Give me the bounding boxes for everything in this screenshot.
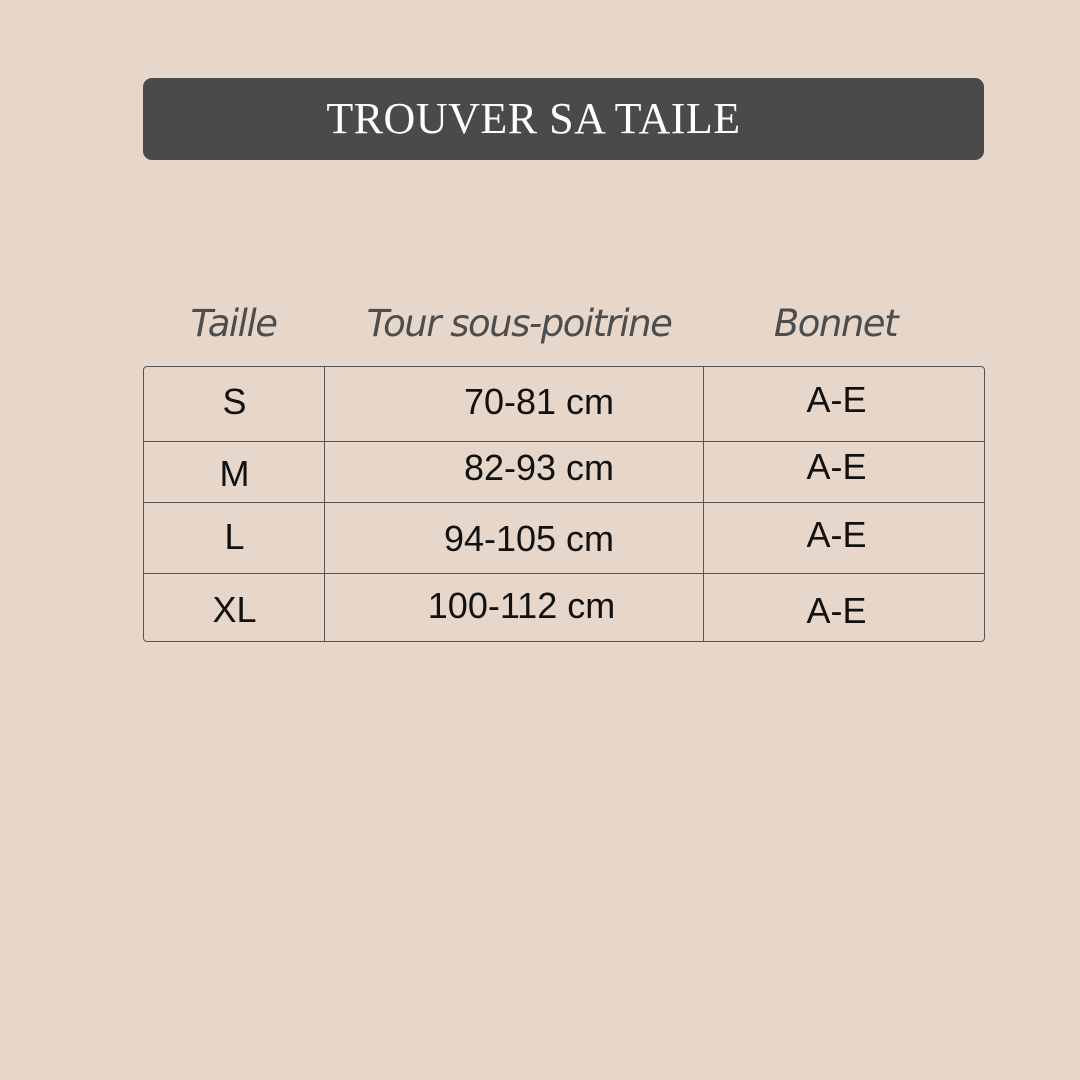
table-cell-size: S (222, 381, 247, 422)
column-header-tour-sous-poitrine: Tour sous-poitrine (366, 302, 672, 345)
column-divider (703, 367, 704, 641)
table-cell-underbust: 70-81 cm (463, 381, 615, 422)
row-divider (144, 573, 984, 574)
table-cell-cup: A-E (806, 590, 867, 631)
size-table (143, 366, 985, 642)
table-cell-underbust: 82-93 cm (463, 447, 615, 488)
page-title: TROUVER SA TAILE (326, 94, 741, 143)
table-cell-size: XL (212, 589, 257, 630)
table-cell-underbust: 94-105 cm (443, 518, 615, 559)
title-banner (143, 78, 984, 160)
column-header-bonnet: Bonnet (773, 302, 898, 345)
table-cell-underbust: 100-112 cm (427, 585, 616, 626)
table-cell-size: L (224, 516, 245, 557)
table-cell-cup: A-E (806, 446, 867, 487)
table-cell-size: M (219, 453, 250, 494)
row-divider (144, 441, 984, 442)
row-divider (144, 502, 984, 503)
column-header-taille: Taille (190, 302, 277, 345)
table-cell-cup: A-E (806, 379, 867, 420)
table-cell-cup: A-E (806, 514, 867, 555)
